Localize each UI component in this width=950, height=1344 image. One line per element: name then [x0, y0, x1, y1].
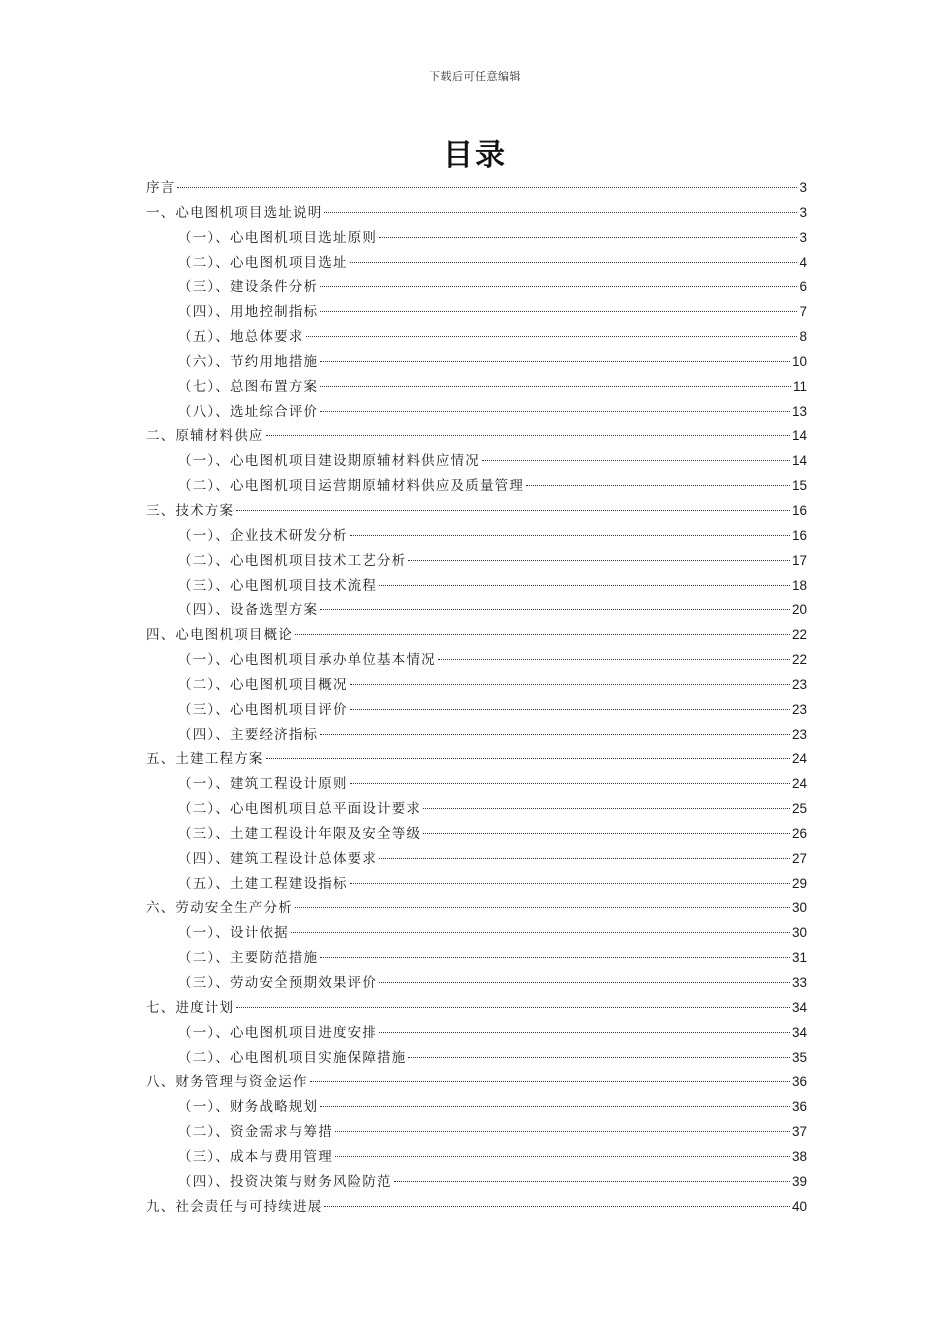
- toc-dot-leader: [438, 659, 790, 660]
- toc-entry[interactable]: [146, 375, 807, 400]
- toc-entry[interactable]: [146, 1046, 807, 1071]
- toc-entry[interactable]: [146, 971, 807, 996]
- toc-dot-leader: [408, 560, 790, 561]
- toc-entry-page-number: 8: [799, 329, 807, 345]
- toc-entry-label: （四）、主要经济指标: [178, 726, 319, 743]
- toc-dot-leader: [423, 833, 790, 834]
- toc-entry-label: （三）、成本与费用管理: [178, 1148, 333, 1165]
- toc-entry-label: （四）、用地控制指标: [178, 304, 319, 321]
- toc-entry[interactable]: [146, 251, 807, 276]
- toc-entry-label: （二）、心电图机项目总平面设计要求: [178, 801, 422, 818]
- toc-entry[interactable]: [146, 1170, 807, 1195]
- toc-entry[interactable]: [146, 896, 807, 921]
- toc-entry-label: （一）、设计依据: [178, 925, 289, 942]
- toc-entry-page-number: 25: [791, 801, 807, 817]
- toc-entry-label: 五、土建工程方案: [146, 751, 264, 768]
- toc-dot-leader: [394, 1181, 790, 1182]
- toc-dot-leader: [310, 1081, 790, 1082]
- toc-entry[interactable]: [146, 449, 807, 474]
- toc-dot-leader: [379, 858, 790, 859]
- toc-entry-page-number: 10: [791, 353, 807, 369]
- toc-entry-page-number: 22: [791, 627, 807, 643]
- toc-entry-label: （一）、心电图机项目承办单位基本情况: [178, 652, 436, 669]
- header-note: 下载后可任意编辑: [429, 70, 521, 83]
- toc-entry[interactable]: [146, 996, 807, 1021]
- toc-entry[interactable]: [146, 598, 807, 623]
- toc-dot-leader: [408, 1057, 790, 1058]
- toc-entry-label: （二）、主要防范措施: [178, 950, 319, 967]
- toc-entry-page-number: 36: [791, 1074, 807, 1090]
- toc-entry-page-number: 34: [791, 1024, 807, 1040]
- toc-title: 目录: [443, 138, 507, 173]
- toc-entry-label: 六、劳动安全生产分析: [146, 900, 293, 917]
- toc-dot-leader: [350, 684, 790, 685]
- toc-entry-label: （四）、设备选型方案: [178, 602, 319, 619]
- toc-entry-label: （二）、心电图机项目实施保障措施: [178, 1049, 407, 1066]
- toc-entry-label: （三）、心电图机项目技术流程: [178, 577, 378, 594]
- toc-dot-leader: [482, 460, 790, 461]
- toc-entry-page-number: 7: [799, 304, 807, 320]
- toc-entry-page-number: 23: [791, 676, 807, 692]
- toc-entry-label: （五）、土建工程建设指标: [178, 875, 348, 892]
- toc-entry-page-number: 23: [791, 726, 807, 742]
- toc-entry-page-number: 23: [791, 701, 807, 717]
- toc-dot-leader: [335, 1131, 790, 1132]
- toc-entry-label: （一）、心电图机项目建设期原辅材料供应情况: [178, 453, 480, 470]
- toc-entry-label: 四、心电图机项目概论: [146, 627, 293, 644]
- toc-dot-leader: [350, 262, 798, 263]
- toc-entry-page-number: 30: [791, 900, 807, 916]
- toc-entry-page-number: 29: [791, 875, 807, 891]
- toc-entry-page-number: 18: [791, 577, 807, 593]
- table-of-contents: [146, 176, 807, 1219]
- toc-entry-label: 序言: [146, 180, 176, 196]
- toc-dot-leader: [379, 982, 790, 983]
- toc-dot-leader: [350, 883, 790, 884]
- toc-entry-label: （三）、土建工程设计年限及安全等级: [178, 825, 422, 842]
- toc-entry-page-number: 34: [791, 999, 807, 1015]
- toc-entry-page-number: 13: [791, 403, 807, 419]
- toc-entry[interactable]: [146, 325, 807, 350]
- toc-dot-leader: [335, 1156, 790, 1157]
- toc-entry-label: （三）、心电图机项目评价: [178, 701, 348, 718]
- toc-entry-label: （四）、投资决策与财务风险防范: [178, 1173, 392, 1190]
- toc-entry[interactable]: [146, 201, 807, 226]
- toc-entry-page-number: 17: [791, 552, 807, 568]
- toc-entry[interactable]: [146, 723, 807, 748]
- toc-entry-page-number: 31: [791, 950, 807, 966]
- toc-entry[interactable]: [146, 822, 807, 847]
- toc-entry-page-number: 3: [799, 204, 807, 220]
- toc-dot-leader: [320, 386, 791, 387]
- toc-entry-label: （三）、劳动安全预期效果评价: [178, 975, 378, 991]
- toc-entry-label: （五）、地总体要求: [178, 329, 304, 346]
- toc-dot-leader: [266, 435, 790, 436]
- toc-dot-leader: [379, 585, 790, 586]
- toc-entry[interactable]: [146, 1070, 807, 1095]
- toc-entry-page-number: 20: [791, 602, 807, 618]
- toc-entry[interactable]: [146, 847, 807, 872]
- toc-dot-leader: [320, 1106, 790, 1107]
- toc-entry-page-number: 4: [799, 254, 807, 270]
- toc-entry-page-number: 33: [791, 975, 807, 990]
- toc-entry[interactable]: [146, 648, 807, 673]
- toc-entry-page-number: 15: [791, 478, 807, 494]
- toc-dot-leader: [295, 907, 790, 908]
- toc-entry[interactable]: [146, 946, 807, 971]
- toc-entry-page-number: 38: [791, 1148, 807, 1164]
- toc-entry-page-number: 40: [791, 1198, 807, 1214]
- toc-entry-label: （六）、节约用地措施: [178, 353, 319, 370]
- toc-dot-leader: [350, 709, 790, 710]
- toc-dot-leader: [324, 1206, 790, 1207]
- toc-dot-leader: [379, 1032, 790, 1033]
- toc-entry-label: 二、原辅材料供应: [146, 428, 264, 445]
- toc-entry-page-number: 24: [791, 776, 807, 792]
- toc-entry-page-number: 16: [791, 527, 807, 543]
- toc-entry-page-number: 11: [792, 378, 807, 394]
- toc-entry[interactable]: [146, 1120, 807, 1145]
- toc-entry-label: （二）、心电图机项目技术工艺分析: [178, 552, 407, 569]
- toc-entry[interactable]: [146, 698, 807, 723]
- toc-dot-leader: [324, 212, 797, 213]
- toc-entry-page-number: 3: [799, 180, 807, 195]
- toc-dot-leader: [291, 932, 790, 933]
- toc-entry-page-number: 3: [799, 229, 807, 245]
- toc-entry[interactable]: [146, 226, 807, 251]
- toc-entry-page-number: 39: [791, 1173, 807, 1189]
- toc-entry-page-number: 26: [791, 825, 807, 841]
- toc-dot-leader: [266, 758, 790, 759]
- toc-entry-label: （二）、资金需求与筹措: [178, 1124, 333, 1141]
- toc-dot-leader: [320, 609, 790, 610]
- toc-entry-page-number: 36: [791, 1099, 807, 1115]
- toc-entry-page-number: 24: [791, 751, 807, 767]
- toc-dot-leader: [320, 734, 790, 735]
- toc-entry-page-number: 35: [791, 1049, 807, 1065]
- toc-entry[interactable]: [146, 1021, 807, 1046]
- toc-entry[interactable]: [146, 474, 807, 499]
- toc-dot-leader: [350, 535, 790, 536]
- toc-entry[interactable]: [146, 772, 807, 797]
- toc-dot-leader: [236, 510, 790, 511]
- toc-entry[interactable]: [146, 275, 807, 300]
- toc-entry[interactable]: [146, 1145, 807, 1170]
- toc-entry-label: （四）、建筑工程设计总体要求: [178, 850, 378, 867]
- toc-dot-leader: [350, 783, 790, 784]
- toc-entry[interactable]: [146, 574, 807, 599]
- toc-entry[interactable]: [146, 872, 807, 897]
- toc-entry-page-number: 27: [791, 850, 807, 866]
- toc-dot-leader: [177, 187, 797, 188]
- toc-entry[interactable]: [146, 350, 807, 375]
- toc-entry[interactable]: [146, 300, 807, 325]
- toc-entry[interactable]: [146, 797, 807, 822]
- toc-entry-label: （二）、心电图机项目选址: [178, 254, 348, 271]
- toc-dot-leader: [526, 485, 790, 486]
- toc-entry-label: 九、社会责任与可持续进展: [146, 1198, 323, 1215]
- toc-entry[interactable]: [146, 524, 807, 549]
- toc-entry[interactable]: [146, 1095, 807, 1120]
- toc-entry-label: 三、技术方案: [146, 502, 235, 519]
- toc-entry-label: （三）、建设条件分析: [178, 279, 319, 296]
- toc-entry-label: （一）、心电图机项目进度安排: [178, 1024, 378, 1041]
- toc-entry-page-number: 30: [791, 925, 807, 941]
- toc-dot-leader: [295, 634, 790, 635]
- toc-entry[interactable]: [146, 424, 807, 449]
- toc-dot-leader: [320, 411, 790, 412]
- toc-dot-leader: [320, 957, 790, 958]
- toc-entry-label: 七、进度计划: [146, 999, 235, 1016]
- toc-dot-leader: [320, 361, 790, 362]
- toc-entry-page-number: 6: [799, 279, 807, 295]
- toc-dot-leader: [423, 808, 790, 809]
- toc-entry-label: （一）、心电图机项目选址原则: [178, 229, 378, 246]
- toc-entry-label: （一）、财务战略规划: [178, 1099, 319, 1116]
- toc-entry-label: （一）、企业技术研发分析: [178, 527, 348, 544]
- toc-entry-page-number: 16: [791, 502, 807, 518]
- toc-entry-page-number: 37: [791, 1124, 807, 1140]
- toc-dot-leader: [320, 286, 797, 287]
- toc-entry-page-number: 14: [791, 428, 807, 444]
- toc-entry[interactable]: [146, 921, 807, 946]
- toc-entry[interactable]: [146, 623, 807, 648]
- toc-entry-label: 一、心电图机项目选址说明: [146, 204, 323, 221]
- toc-entry-label: （二）、心电图机项目运营期原辅材料供应及质量管理: [178, 478, 525, 495]
- toc-dot-leader: [236, 1007, 790, 1008]
- toc-dot-leader: [306, 336, 798, 337]
- toc-entry[interactable]: [146, 747, 807, 772]
- toc-entry-label: 八、财务管理与资金运作: [146, 1074, 308, 1091]
- toc-entry[interactable]: [146, 400, 807, 425]
- toc-entry-page-number: 14: [791, 453, 807, 469]
- toc-entry-label: （二）、心电图机项目概况: [178, 676, 348, 693]
- toc-entry[interactable]: [146, 1195, 807, 1220]
- toc-entry[interactable]: [146, 499, 807, 524]
- toc-entry-page-number: 22: [791, 652, 807, 668]
- toc-dot-leader: [320, 311, 797, 312]
- toc-entry[interactable]: [146, 176, 807, 201]
- toc-entry-label: （八）、选址综合评价: [178, 403, 319, 420]
- toc-dot-leader: [379, 237, 797, 238]
- toc-entry-label: （一）、建筑工程设计原则: [178, 776, 348, 793]
- toc-entry-label: （七）、总图布置方案: [178, 378, 319, 395]
- toc-entry[interactable]: [146, 673, 807, 698]
- toc-entry[interactable]: [146, 549, 807, 574]
